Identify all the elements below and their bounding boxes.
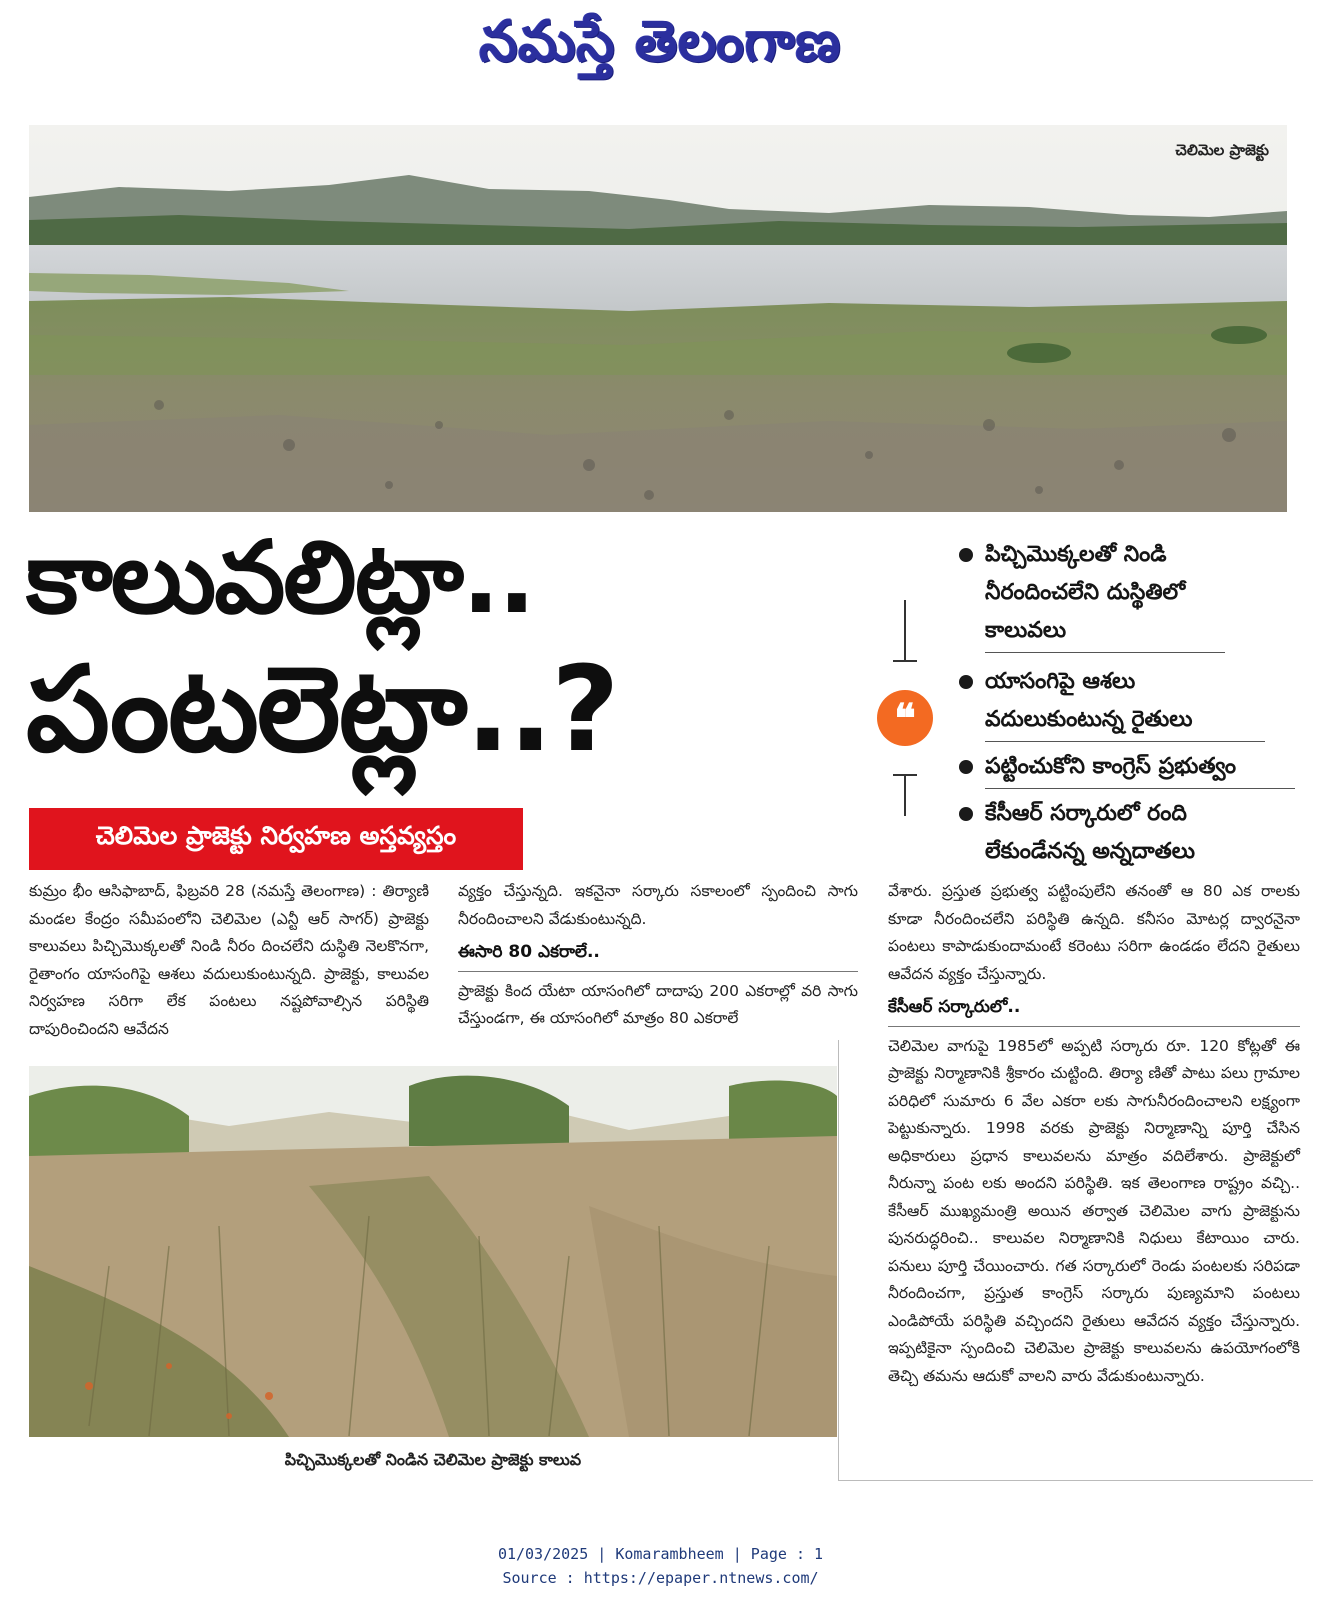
subheading-rule xyxy=(888,1026,1300,1027)
subheading-rule xyxy=(458,971,858,972)
canal-photo xyxy=(29,1066,837,1437)
newspaper-logo: నమస్తే తెలంగాణ xyxy=(479,7,842,75)
highlight-item xyxy=(955,663,1265,742)
canal-illustration xyxy=(29,1066,837,1437)
bullet-icon xyxy=(959,548,973,562)
article-column-1 xyxy=(29,878,429,1043)
highlight-rule xyxy=(985,741,1265,742)
bottom-photo-caption: పిచ్చిమొక్కలతో నిండిన చెలిమెల ప్రాజెక్టు కాలువ xyxy=(284,1450,582,1469)
headline-line-1: కాలువలిట్లా.. xyxy=(26,519,534,636)
column-frame-line xyxy=(838,1480,1313,1481)
bullet-icon xyxy=(959,807,973,821)
headline xyxy=(26,519,886,780)
section-subheading: ఈసారి 80 ఎకరాలే.. xyxy=(458,942,600,962)
highlight-text: పట్టించుకోని కాంగ్రెస్ ప్రభుత్వం xyxy=(985,754,1237,779)
reservoir-photo xyxy=(29,125,1287,512)
article-paragraph: వేశారు. ప్రస్తుత ప్రభుత్వ పట్టింపులేని తనంతో ఆ 80 ఎక రాలకు కూడా నీరందించలేని పరిస్థితి ఉన్నది. కనీసం మోటర్ల ద్వారనైనా పంటలు కాపాడుకుందామంటే కరెంటు సరిగా ఉండడం లేదని రైతులు ఆవేదన వ్యక్తం చేస్తున్నారు. xyxy=(888,882,1300,983)
divider-line-bottom xyxy=(904,776,906,816)
article-column-2 xyxy=(458,878,858,1033)
subheadline-banner: చెలిమెల ప్రాజెక్టు నిర్వహణ అస్తవ్యస్తం xyxy=(29,808,523,870)
masthead xyxy=(0,8,1321,88)
top-photo-caption: చెలిమెల ప్రాజెక్టు xyxy=(1175,141,1269,159)
reservoir-illustration xyxy=(29,125,1287,512)
headline-line-2: పంటలెట్లా..? xyxy=(26,640,618,778)
highlight-rule xyxy=(985,652,1225,653)
highlight-text: కేసీఆర్ సర్కారులో రంది లేకుండేనన్న అన్నదాతలు xyxy=(985,801,1195,864)
highlight-item xyxy=(955,795,1265,871)
article-paragraph: చెలిమెల వాగుపై 1985లో అప్పటి సర్కారు రూ. 120 కోట్లతో ఈ ప్రాజెక్టు నిర్మాణానికి శ్రీకారం చుట్టింది. తిర్యా ణితో పాటు పలు గ్రామాల పరిధిలో సుమారు 6 వేల ఎకరా లకు సాగునీరందించాలని లక్ష్యంగా పెట్టుకున్నారు. 1998 వరకు ప్రాజెక్టు నిర్మాణాన్ని పూర్తి చేసిన అధికారులు ప్రధాన కాలువలను మాత్రం వదిలేశారు. ప్రాజెక్టులో నీరున్నా పంట లకు అందని పరిస్థితి. ఇక తెలంగాణ రాష్ట్రం వచ్చి.. కేసీఆర్ ముఖ్యమంత్రి అయిన తర్వాత చెలిమెల వాగు ప్రాజెక్టును పునరుద్ధరించి.. కాలువల నిర్మాణానికి నిధులు కేటాయిం చారు. పనులు పూర్తి చేయించారు. గత సర్కారులో రెండు పంటలకు సరిపడా నీరందించగా, ప్రస్తుత కాంగ్రెస్ సర్కారు పుణ్యమాని పంటలు ఎండిపోయే పరిస్థితి వచ్చిందని రైతులు ఆవేదన వ్యక్తం చేస్తున్నారు. ఇప్పటికైనా స్పందించి చెలిమెల ప్రాజెక్టు కాలువలను ఉపయోగంలోకి తెచ్చి తమను ఆదుకో వాలని వారు వేడుకుంటున్నారు. xyxy=(888,1036,1300,1385)
divider-line-top xyxy=(904,600,906,660)
highlights-list xyxy=(955,536,1295,871)
footer-date-edition: 01/03/2025 | Komarambheem | Page : 1 xyxy=(497,1545,824,1563)
highlight-rule xyxy=(985,788,1295,789)
article-paragraph: ప్రాజెక్టు కింద యేటా యాసంగిలో దాదాపు 200 ఎకరాల్లో వరి సాగు చేస్తుండగా, ఈ యాసంగిలో మాత్రం 80 ఎకరాలే xyxy=(458,981,858,1027)
article-paragraph: వ్యక్తం చేస్తున్నది. ఇకనైనా సర్కారు సకాలంలో స్పందించి సాగు నీరందించాలని వేడుకుంటున్నది. xyxy=(458,882,858,928)
quote-icon: ❝ xyxy=(877,690,933,746)
page-footer xyxy=(0,1542,1321,1590)
column-frame-line xyxy=(838,1040,839,1480)
footer-source-link[interactable]: Source : https://epaper.ntnews.com/ xyxy=(502,1569,819,1587)
bullet-icon xyxy=(959,675,973,689)
highlight-text: యాసంగిపై ఆశలు వదులుకుంటున్న రైతులు xyxy=(985,669,1193,732)
section-subheading: కేసీఆర్ సర్కారులో.. xyxy=(888,997,1021,1017)
bullet-icon xyxy=(959,760,973,774)
highlight-item xyxy=(955,536,1225,653)
highlight-text: పిచ్చిమొక్కలతో నిండి నీరందించలేని దుస్థితిలో కాలువలు xyxy=(985,542,1186,643)
divider-cap-top xyxy=(893,660,917,662)
article-column-3 xyxy=(888,878,1300,1390)
highlight-item xyxy=(955,748,1295,789)
article-paragraph: కుమ్రం భీం ఆసిఫాబాద్, ఫిబ్రవరి 28 (నమస్తే తెలంగాణ) : తిర్యాణి మండల కేంద్రం సమీపంలోని చెలిమెల (ఎన్టీ ఆర్ సాగర్) ప్రాజెక్టు కాలువలు పిచ్చిమొక్కలతో నిండి నీరం దించలేని దుస్థితి నెలకొనగా, రైతాంగం యాసంగిపై ఆశలు వదులుకుంటున్నది. ప్రాజెక్టు, కాలువల నిర్వహణ సరిగా లేక పంటలు నష్టపోవాల్సిన పరిస్థితి దాపురించిందని ఆవేదన xyxy=(29,882,429,1038)
